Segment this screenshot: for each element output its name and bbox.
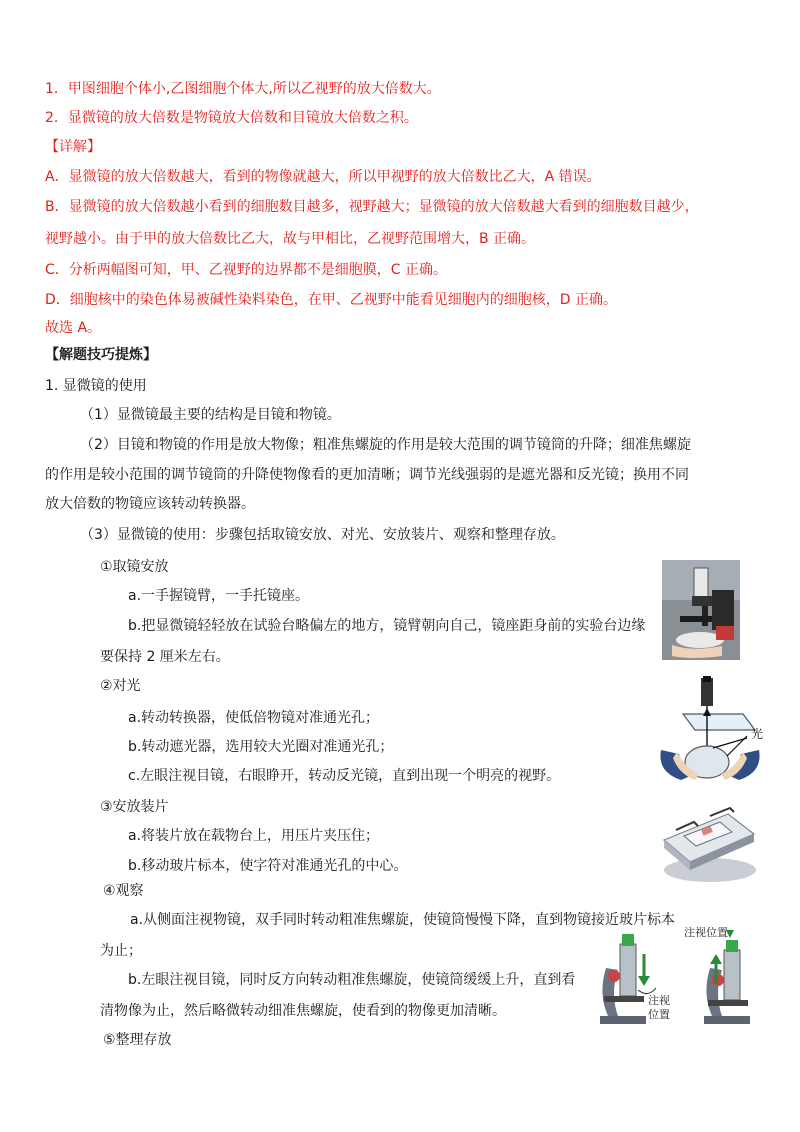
step-2-b: b.转动遮光器，选用较大光圈对准通光孔； <box>128 739 394 755</box>
step-1-b-line2: 要保持 2 厘米左右。 <box>100 649 230 665</box>
step-2-title: ②对光 <box>100 678 141 694</box>
step-4-a-line2: 为止； <box>100 943 142 959</box>
watch-label-left-line2: 位置 <box>648 1008 670 1021</box>
detail-heading: 【详解】 <box>45 139 101 155</box>
tips-paragraph-2-line3: 放大倍数的物镜应该转动转换器。 <box>45 496 255 512</box>
step-4-b-line1: b.左眼注视目镜，同时反方向转动粗准焦螺旋，使镜筒缓缓上升，直到看 <box>128 972 576 988</box>
tips-item-1: 1. 显微镜的使用 <box>45 378 147 394</box>
step-2-a: a.转动转换器，使低倍物镜对准通光孔； <box>128 710 380 726</box>
light-label: 光 <box>751 727 764 741</box>
tips-heading: 【解题技巧提炼】 <box>45 347 157 363</box>
step-1-title: ①取镜安放 <box>100 559 169 575</box>
step-3-a: a.将装片放在载物台上，用压片夹压住； <box>128 828 380 844</box>
microscope-holding-figure <box>662 560 740 660</box>
observation-figure <box>592 924 768 1040</box>
slide-placement-figure <box>658 800 758 884</box>
option-c-text: C．分析两幅图可知，甲、乙视野的边界都不是细胞膜，C 正确。 <box>45 262 447 278</box>
analysis-point-2: 2．显微镜的放大倍数是物镜放大倍数和目镜放大倍数之积。 <box>45 110 418 126</box>
step-4-a-line1: a.从侧面注视物镜，双手同时转动粗准焦螺旋，使镜筒慢慢下降，直到物镜接近玻片标本 <box>130 912 676 928</box>
option-d-text: D．细胞核中的染色体易被碱性染料染色，在甲、乙视野中能看见细胞内的细胞核，D 正确。 <box>45 292 618 308</box>
tips-paragraph-3: （3）显微镜的使用：步骤包括取镜安放、对光、安放装片、观察和整理存放。 <box>80 527 565 543</box>
step-4-b-line2: 清物像为止，然后略微转动细准焦螺旋，使看到的物像更加清晰。 <box>100 1003 506 1019</box>
option-a-text: A．显微镜的放大倍数越大，看到的物像就越大，所以甲视野的放大倍数比乙大，A 错误。 <box>45 169 601 185</box>
step-1-a: a.一手握镜臂，一手托镜座。 <box>128 588 310 604</box>
analysis-point-1: 1．甲图细胞个体小,乙图细胞个体大,所以乙视野的放大倍数大。 <box>45 81 441 97</box>
step-4-title: ④观察 <box>103 883 144 899</box>
answer-text: 故选 A。 <box>45 320 102 336</box>
step-1-b-line1: b.把显微镜轻轻放在试验台略偏左的地方，镜臂朝向自己，镜座距身前的实验台边缘 <box>128 618 646 634</box>
tips-paragraph-1: （1）显微镜最主要的结构是目镜和物镜。 <box>80 407 341 423</box>
step-2-c: c.左眼注视目镜，右眼睁开，转动反光镜，直到出现一个明亮的视野。 <box>128 768 561 784</box>
light-adjustment-figure <box>655 676 765 786</box>
tips-paragraph-2-line2: 的作用是较小范围的调节镜筒的升降使物像看的更加清晰；调节光线强弱的是遮光器和反光镜；换用不同 <box>45 467 689 483</box>
watch-label-right: 注视位置 <box>684 926 728 939</box>
step-3-title: ③安放装片 <box>100 799 169 815</box>
option-b-text-line1: B．显微镜的放大倍数越小看到的细胞数目越多，视野越大；显微镜的放大倍数越大看到的细胞数目越少， <box>45 199 699 215</box>
option-b-text-line2: 视野越小。由于甲的放大倍数比乙大，故与甲相比，乙视野范围增大，B 正确。 <box>45 231 536 247</box>
watch-label-left-line1: 注视 <box>648 994 670 1007</box>
step-5-title: ⑤整理存放 <box>103 1032 172 1048</box>
step-3-b: b.移动玻片标本，使字符对准通光孔的中心。 <box>128 858 408 874</box>
tips-paragraph-2-line1: （2）目镜和物镜的作用是放大物像；粗准焦螺旋的作用是较大范围的调节镜筒的升降；细准焦螺旋 <box>80 437 691 453</box>
